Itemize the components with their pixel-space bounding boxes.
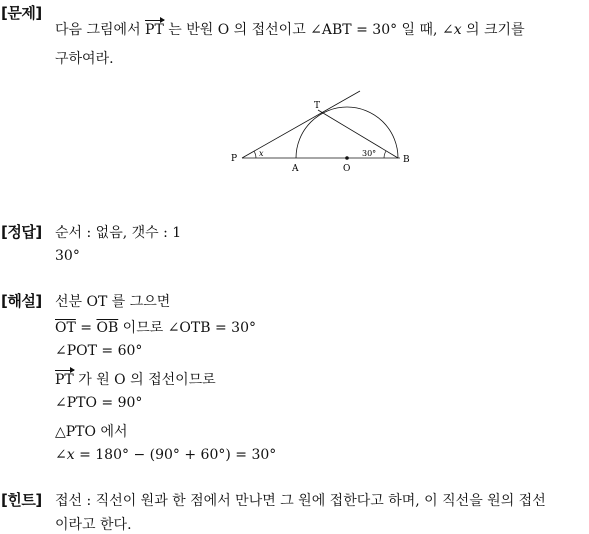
hint-tag: [힌트] (1, 491, 42, 509)
label-x: x (259, 149, 264, 158)
problem-text-c: 의 크기를 (461, 22, 525, 38)
problem-text-b: 는 반원 O 의 접선이고 ∠ABT = 30° 일 때, ∠ (163, 22, 454, 38)
solution-line-1: 선분 OT 를 그으면 (55, 294, 171, 310)
semicircle-diagram (220, 85, 420, 180)
solution-line-3: ∠POT = 60° (55, 343, 143, 359)
vector-pt: PT (145, 22, 164, 38)
label-t: T (314, 101, 321, 111)
hint-line-2: 이라고 한다. (55, 517, 132, 533)
solution-line-5: ∠PTO = 90° (55, 395, 143, 411)
solution-tag: [해설] (1, 292, 42, 310)
vector-pt-solution: PT (55, 372, 74, 388)
angle-arc-b (384, 151, 386, 158)
angle-symbol: ∠ (55, 447, 67, 463)
solution-line-6: △PTO 에서 (55, 424, 128, 440)
label-o: O (343, 164, 351, 174)
answer-line-1: 순서 : 없음, 갯수 : 1 (55, 225, 182, 241)
problem-line-1 (55, 19, 525, 39)
label-a: A (292, 164, 299, 174)
chord-tb (318, 110, 398, 158)
solution-line-2-rest: 이므로 ∠OTB = 30° (118, 320, 256, 336)
problem-line-2: 구하여라. (55, 51, 114, 67)
solution-line-4 (55, 369, 216, 389)
center-point-o (345, 156, 349, 160)
semicircle-arc (296, 107, 398, 158)
label-p: P (231, 154, 238, 164)
solution-line-4-rest: 가 원 O 의 접선이므로 (73, 372, 216, 388)
solution-line-2 (55, 317, 256, 337)
problem-tag: [문제] (1, 4, 42, 22)
angle-arc-p (254, 151, 256, 158)
answer-line-2: 30° (55, 248, 80, 264)
variable-x-solution: x (66, 447, 75, 463)
hint-line-1: 접선 : 직선이 원과 한 점에서 만나면 그 원에 접한다고 하며, 이 직선을 원의 접선 (55, 493, 546, 509)
variable-x: x (453, 22, 462, 38)
segment-ob: $\overline{OB}$ (96, 320, 119, 336)
segment-ot: $\overline{OT}$ (55, 320, 76, 336)
solution-line-7-rest: = 180° − (90° + 60°) = 30° (74, 447, 277, 463)
label-b: B (403, 155, 410, 165)
solution-line-7 (55, 447, 276, 463)
answer-tag: [정답] (1, 223, 42, 241)
problem-text-a: 다음 그림에서 (55, 22, 146, 38)
label-angle-30: 30° (362, 149, 377, 158)
equals-sign: = (75, 320, 97, 336)
